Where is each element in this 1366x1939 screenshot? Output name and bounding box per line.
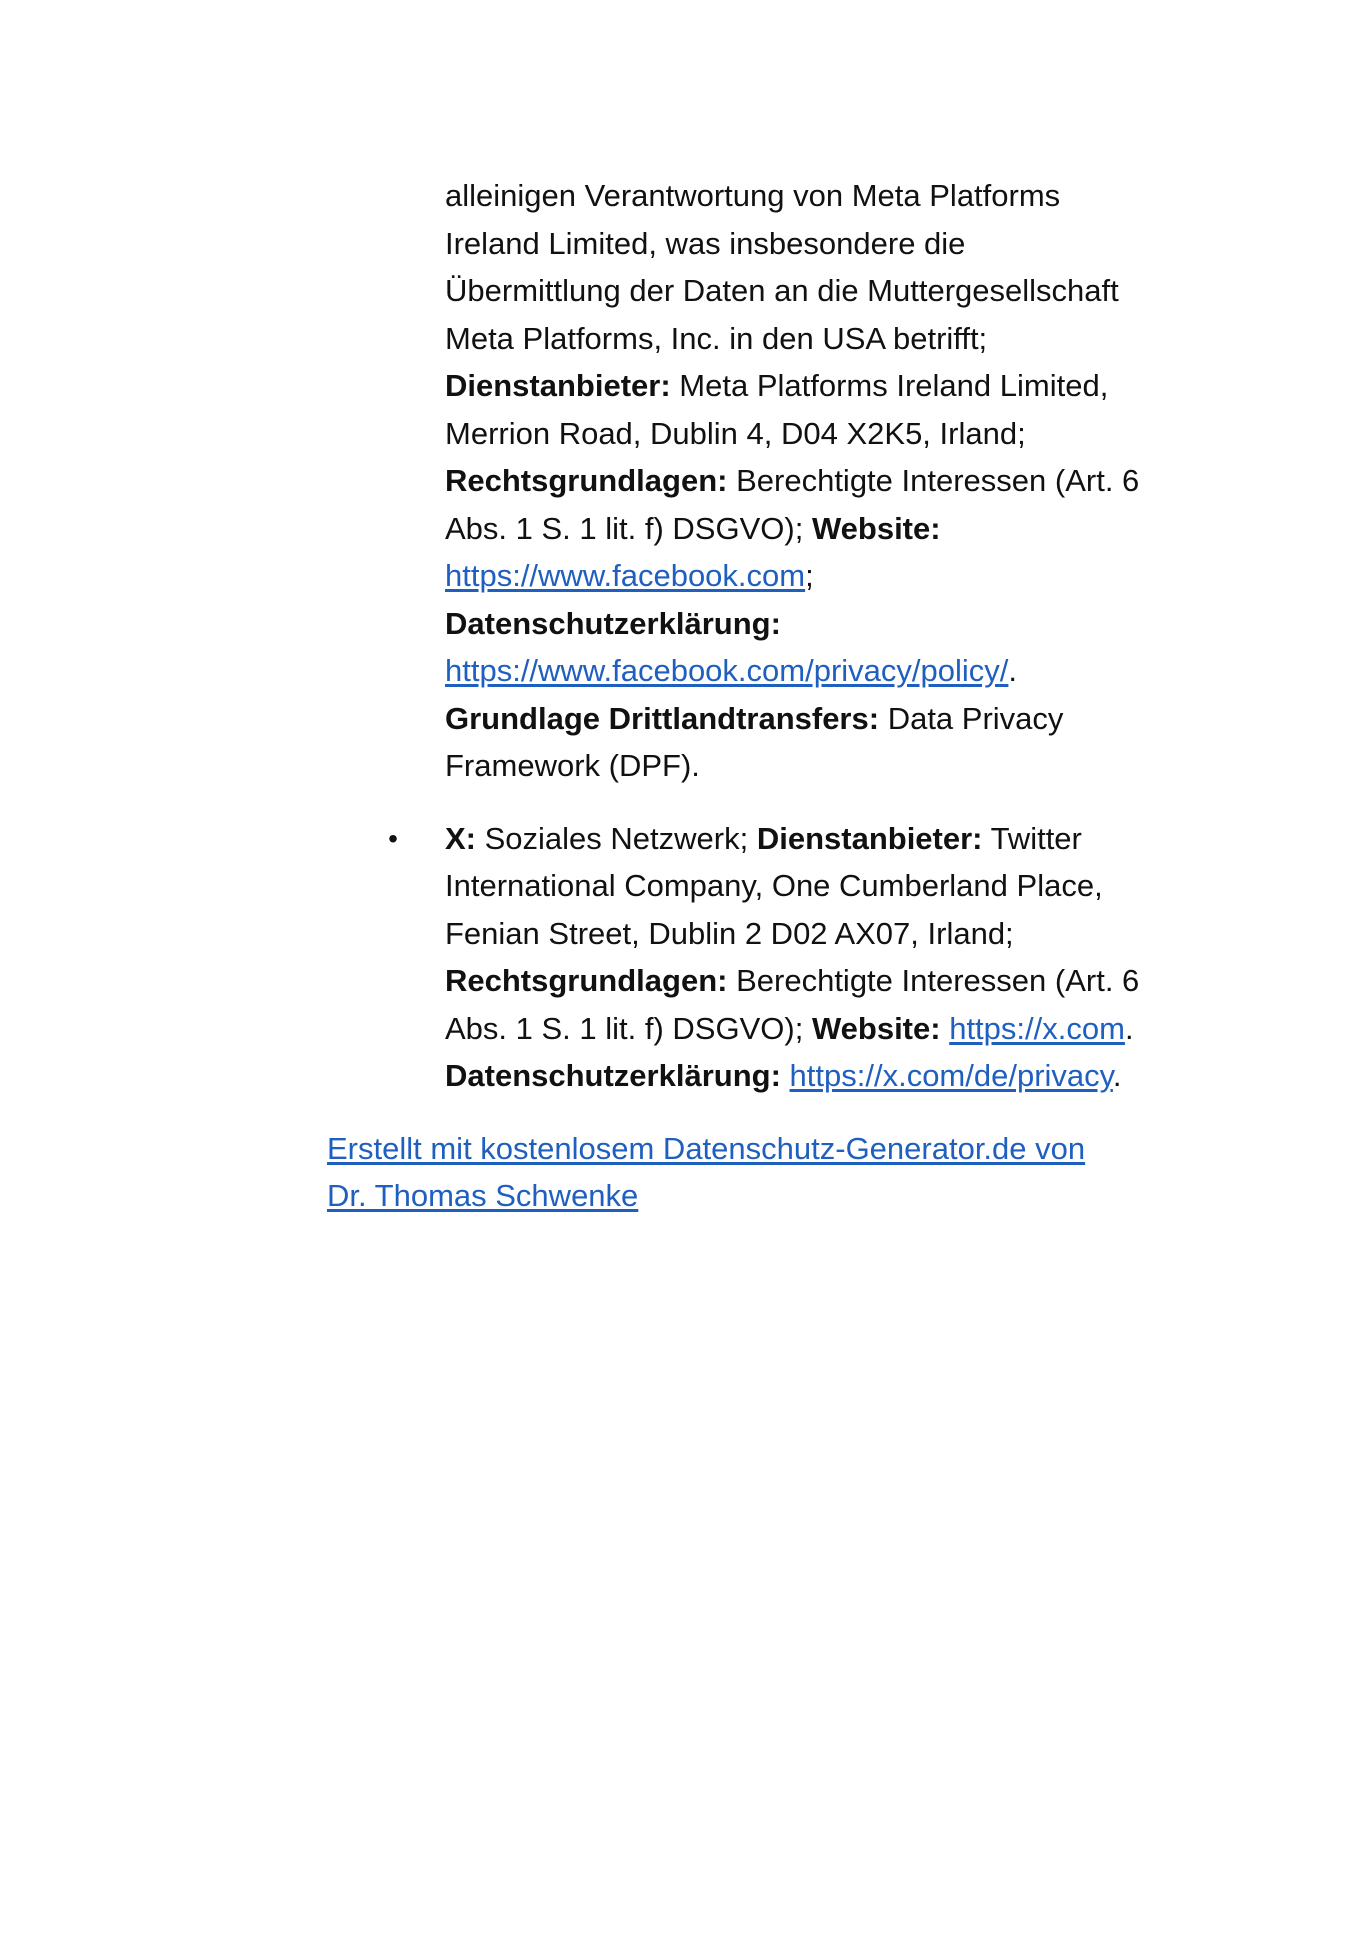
facebook-website-separator: ;	[805, 558, 814, 593]
x-website-separator: .	[1124, 1010, 1134, 1046]
facebook-privacy-link[interactable]: https://www.facebook.com/privacy/policy/	[445, 653, 1009, 688]
x-website-link[interactable]: https://x.com	[949, 1010, 1125, 1046]
facebook-legal-label: Rechtsgrundlagen:	[445, 463, 728, 498]
bullet-icon: •	[388, 822, 398, 854]
x-website-label: Website:	[811, 1010, 941, 1046]
facebook-privacy-label: Datenschutzerklärung:	[445, 605, 781, 641]
list-item-facebook	[445, 172, 1145, 790]
facebook-website-label: Website:	[811, 510, 941, 546]
x-entry-text	[445, 815, 1145, 1100]
x-description: Soziales Netzwerk;	[484, 820, 749, 856]
x-privacy-link[interactable]: https://x.com/de/privacy	[789, 1058, 1113, 1093]
x-legal-label: Rechtsgrundlagen:	[445, 963, 728, 998]
facebook-provider: Meta Platforms Ireland Limited, Merrion Road, Dublin 4, D04 X2K5, Irland;	[445, 368, 1109, 451]
facebook-transfer-label: Grundlage Drittlandtransfers:	[445, 700, 880, 736]
facebook-privacy-separator: .	[1008, 653, 1018, 688]
facebook-intro: alleinigen Verantwortung von Meta Platforms Ireland Limited, was insbesondere die Übermittlung der Daten an die Muttergesellschaft Meta Platforms, Inc. in den USA betrifft;	[445, 178, 1119, 356]
list-item-x	[388, 815, 1145, 1100]
x-legal: Berechtigte Interessen (Art. 6 Abs. 1 S. 1 lit. f) DSGVO);	[445, 963, 1140, 1046]
facebook-website-link[interactable]: https://www.facebook.com	[445, 558, 806, 593]
facebook-provider-label: Dienstanbieter:	[445, 368, 671, 403]
page-content	[327, 172, 1157, 1220]
facebook-entry-text	[445, 172, 1145, 790]
facebook-transfer: Data Privacy Framework (DPF).	[445, 700, 1064, 783]
x-privacy-label: Datenschutzerklärung:	[445, 1058, 781, 1093]
x-provider: Twitter International Company, One Cumberland Place, Fenian Street, Dublin 2 D02 AX07, Irland;	[445, 820, 1103, 951]
facebook-legal: Berechtigte Interessen (Art. 6 Abs. 1 S. 1 lit. f) DSGVO);	[445, 463, 1140, 546]
generator-credit-link[interactable]: Erstellt mit kostenlosem Datenschutz-Generator.de von Dr. Thomas Schwenke	[327, 1130, 1086, 1213]
x-provider-label: Dienstanbieter:	[756, 820, 983, 856]
x-name-label: X:	[445, 820, 476, 856]
x-privacy-separator: .	[1112, 1058, 1122, 1093]
